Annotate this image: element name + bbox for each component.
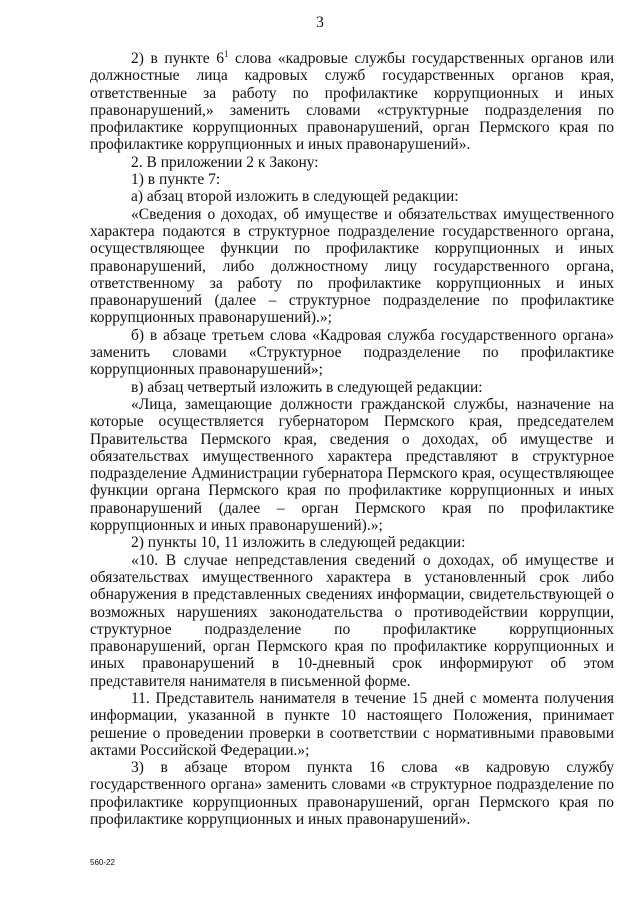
paragraph: 1) в пункте 7: [131,171,221,189]
paragraph-text: 2) в пункте 6 [131,50,224,67]
paragraph: а) абзац второй изложить в следующей редакции: [131,188,459,206]
footer-document-code: 560-22 [90,858,115,867]
paragraph-quote: «10. В случае непредставления сведений о доходах, об имуществе и обязательствах имущественного характера в установленный срок либо обнаружения в представленных сведениях информации, свидетельствующей о возможных нарушениях законодательства о противодействии коррупции, структурное подразделение по профилактике коррупционных правонарушений, орган Пермского края по профилактике коррупционных и иных правонарушений в 10-дневный срок информируют об этом представителя нанимателя в письменной форме. [90,551,614,690]
paragraph-quote: «Сведения о доходах, об имуществе и обязательствах имущественного характера подаются в структурное подразделение государственного органа, осуществляющее функции по профилактике коррупционных и иных правонарушений, либо должностному лицу государственного органа, ответственному за работу по профилактике коррупционных и иных правонарушений (далее – структурное подразделение по профилактике коррупционных правонарушений).»; [90,205,614,327]
paragraph: 11. Представитель нанимателя в течение 15 дней с момента получения информации, указанной в пункте 10 настоящего Положения, принимает решение о проведении проверки в соответствии с нормативными правовыми актами Российской Федерации.»; [90,689,614,759]
paragraph: 2. В приложении 2 к Закону: [131,153,319,171]
superscript: 1 [223,48,229,59]
paragraph: в) абзац четвертый изложить в следующей редакции: [131,378,483,396]
paragraph: б) в абзаце третьем слова «Кадровая служба государственного органа» заменить словами «Структурное подразделение по профилактике коррупционных правонарушений»; [90,326,614,379]
paragraph-amendment-2 [90,50,614,154]
page-number: 3 [316,14,324,31]
paragraph-quote: «Лица, замещающие должности гражданской службы, назначение на которые осуществляется губернатором Пермского края, председателем Правительства Пермского края, сведения о доходах, об имуществе и обязательствах имущественного характера представляют в структурное подразделение Администрации губернатора Пермского края, осуществляющее функции органа Пермского края по профилактике коррупционных и иных правонарушений (далее – орган Пермского края по профилактике коррупционных и иных правонарушений).»; [90,395,614,535]
paragraph-text: слова «кадровые службы государственных органов или должностные лица кадровых служб государственных органов края, ответственные за работу по профилактике коррупционных и иных правонарушений,» заменить словами «структурные подразделения по профилактике коррупционных правонарушений, орган Пермского края по профилактике коррупционных и иных правонарушений». [90,50,614,154]
document-body [90,50,614,828]
paragraph: 2) пункты 10, 11 изложить в следующей редакции: [131,534,466,552]
paragraph: 3) в абзаце втором пункта 16 слова «в кадровую службу государственного органа» заменить словами «в структурное подразделение по профилактике коррупционных правонарушений, орган Пермского края по профилактике коррупционных и иных правонарушений». [90,759,614,829]
